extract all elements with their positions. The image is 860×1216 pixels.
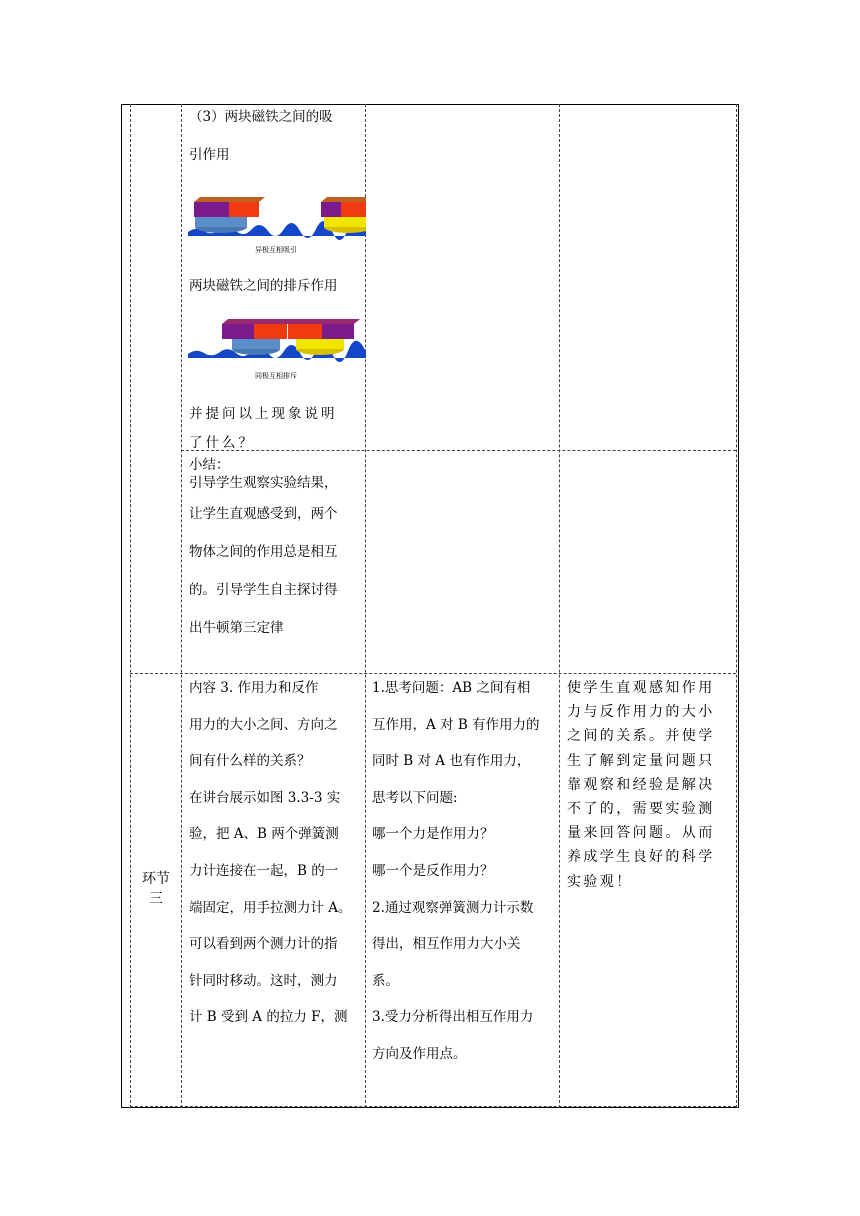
text-line: 针同时移动。这时，测力: [189, 972, 338, 989]
table-divider: [130, 1106, 736, 1107]
text-line: 端固定，用手拉测力计 A。: [189, 899, 352, 916]
text-line: 内容 3. 作用力和反作: [189, 680, 319, 696]
section-label-line: 三: [149, 891, 163, 907]
text-line: 思考以下问题:: [372, 789, 458, 806]
text-line: 了什么？: [189, 434, 255, 451]
text-line: 引作用: [189, 147, 230, 163]
text-line: 哪一个是反作用力？: [372, 862, 494, 879]
text-line: 使学生直观感知作用: [567, 680, 715, 696]
text-line: 物体之间的作用总是相互: [189, 544, 338, 560]
text-line: （3）两块磁铁之间的吸: [189, 109, 333, 125]
figure-caption: 异极互相吸引: [255, 246, 297, 254]
summary-block: [189, 455, 367, 647]
text-line: 引导学生观察实验结果，: [189, 475, 338, 491]
text-line: 两块磁铁之间的排斥作用: [189, 278, 338, 294]
content-3-block: [189, 670, 367, 1036]
text-line: 的。引导学生自主探讨得: [189, 582, 338, 598]
magnets-attract-figure: [188, 194, 366, 264]
table-divider: [181, 104, 182, 1108]
table-divider: [736, 104, 737, 1108]
text-line: 计 B 受到 A 的拉力 F，测: [189, 1009, 348, 1026]
text-line: 出牛顿第三定律: [189, 620, 284, 636]
text-line: 3.受力分析得出相互作用力: [372, 1009, 534, 1026]
text-line: 之间的关系。并使学: [567, 728, 715, 745]
text-line: 互作用，A 对 B 有作用力的: [372, 716, 540, 733]
student-activity-block: [372, 670, 560, 1073]
text-line: 不了的，需要实验测: [567, 801, 715, 818]
text-line: 量来回答问题。从而: [567, 825, 715, 842]
magnet-attraction-text: [189, 98, 364, 174]
question-text: [189, 396, 367, 453]
text-line: 1.思考问题：AB 之间有相: [372, 680, 531, 696]
section-label-line: 环节: [142, 871, 170, 887]
magnet-repulsion-text: [189, 274, 367, 294]
text-line: 得出，相互作用力大小关: [372, 936, 521, 953]
summary-title: 小结：: [189, 457, 230, 473]
text-line: 养成学生良好的科学: [567, 849, 715, 866]
text-line: 可以看到两个测力计的指: [189, 936, 338, 953]
text-line: 在讲台展示如图 3.3-3 实: [189, 789, 341, 806]
figure-caption: 同极互相排斥: [255, 372, 297, 380]
text-line: 力与反作用力的大小: [567, 704, 715, 721]
text-line: 让学生直观感受到，两个: [189, 506, 338, 522]
design-purpose-block: [567, 676, 739, 894]
text-line: 用力的大小之间、方向之: [189, 716, 338, 733]
table-divider: [130, 104, 131, 1108]
text-line: 验，把 A、B 两个弹簧测: [189, 826, 339, 843]
text-line: 方向及作用点。: [372, 1045, 467, 1062]
text-line: 系。: [372, 972, 399, 989]
text-line: 生了解到定量问题只: [567, 752, 715, 769]
text-line: 并提问以上现象说明: [189, 406, 338, 422]
text-line: 哪一个力是作用力？: [372, 826, 494, 843]
magnets-repel-figure: [188, 316, 366, 386]
text-line: 实验观！: [567, 873, 633, 890]
text-line: 同时 B 对 A 也有作用力，: [372, 753, 531, 770]
text-line: 力计连接在一起，B 的一: [189, 862, 339, 879]
text-line: 靠观察和经验是解决: [567, 776, 715, 793]
text-line: 间有什么样的关系？: [189, 753, 311, 770]
section-label: [131, 869, 181, 909]
text-line: 2.通过观察弹簧测力计示数: [372, 899, 534, 916]
